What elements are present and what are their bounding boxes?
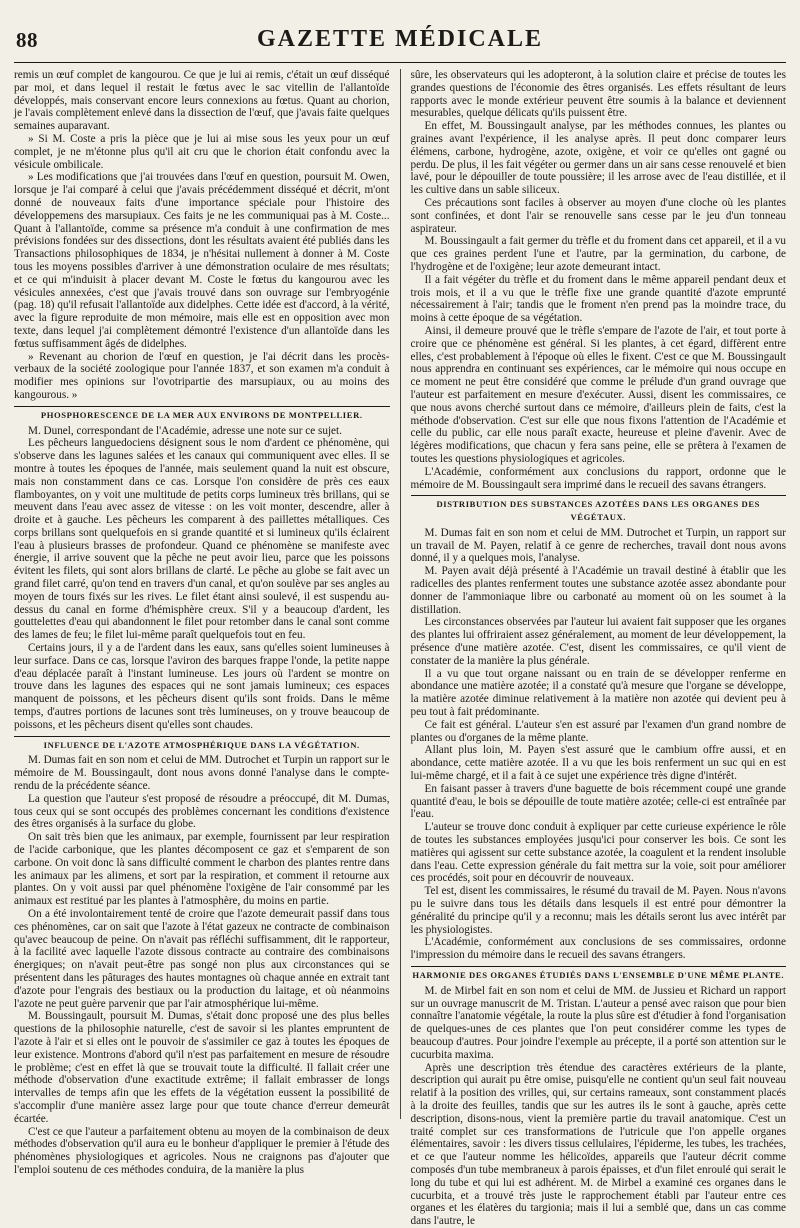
article-columns: [14, 69, 786, 1228]
section-heading: INFLUENCE DE L'AZOTE ATMOSPHÉRIQUE DANS LA VÉGÉTATION.: [14, 736, 390, 752]
paragraph: Tel est, disent les commissaires, le résumé du travail de M. Payen. Nous n'avons pu le suivre dans tous les détails dans lesquels il est entré pour démontrer la généralité du principe qu'il y a reconnu; mais les détails seront lus avec intérêt par les physiologistes.: [410, 885, 786, 936]
paragraph: Ce fait est général. L'auteur s'en est assuré par l'examen d'un grand nombre de plantes ou d'organes de la même plante.: [410, 718, 786, 744]
section-heading: HARMONIE DES ORGANES ÉTUDIÉS DANS L'ENSEMBLE D'UNE MÊME PLANTE.: [411, 966, 787, 982]
paragraph: » Les modifications que j'ai trouvées dans l'œuf en question, poursuit M. Owen, lorsque je l'ai comparé à celui que j'avais précédemment disséqué et décrit, m'ont donné de nouveaux faits d'une importance spéciale pour l'histoire des développemens des marsupiaux. Ces faits je ne les communiquai pas à M. Coste... Quant à l'allantoïde, comme sa présence m'a conduit à une confirmation de mes prévisions fondées sur des dissections, dont les résultats avaient été publiés dans les Transactions philosophiques de 1834, je n'hésitai nullement à donner à M. Coste tous les moyens possibles d'arriver à une démonstration oculaire de mes résultats; et ce qui m'induisit à placer devant M. Coste le fœtus du kangourou avec les vésicules annexées, c'est que j'avais trouvé dans son ouvrage sur l'embryogénie (pag. 18) qu'il refusait l'allantoïde aux didelphes. Cette idée est d'accord, à la vérité, avec la figure reproduite de mon mémoire, mais elle est en opposition avec mon texte, dans lequel j'ai complètement démontré l'existence d'un allantoïde dans les fœtus suffisamment âgés de didelphes.: [14, 171, 390, 350]
paragraph: Les pêcheurs languedociens désignent sous le nom d'ardent ce phénomène, qui s'observe dans les lagunes salées et les canaux qui communiquent avec elles. Il se montre à toutes les époques de l'année, mais seulement quand la nuit est obscure, mais non constamment dans ce cas. Lorsque l'on considère de près ces eaux flamboyantes, on y voit une multitude de petits corps lumineux très brillans, qui se meuvent dans l'eau avec assez de vitesse : on les voit monter, descendre, aller à droite et à gauche. Les pêcheurs les comparent à des paillettes métalliques. Ces corps brillans sont quelquefois en si grande quantité et si lumineux qu'ils éclairent l'eau à plusieurs brasses de profondeur. Quand ce phénomène se manifeste avec énergie, il arrive souvent que la pêche ne peut avoir lieu, parce que les poissons évitent les filets, qui sont alors brillans de clarté. Le pêche au globe se fait avec un grand filet carré, qu'on tend en travers d'un canal, et qu'on soulève par ses angles au moyen de tours fixés sur les rives. Le filet étant ainsi soulevé, il est suspendu au-dessus du canal en forme d'hémisphère creux. S'il y a beaucoup d'ardent, les gouttelettes d'eau qui abandonnent le filet pour retomber dans le canal sont comme des lames de feu; le filet lui-même paraît quelquefois tout en feu.: [14, 437, 390, 642]
paragraph: On sait très bien que les animaux, par exemple, fournissent par leur respiration de l'acide carbonique, que les plantes décomposent ce gaz et s'emparent de son carbone. On voit donc là sans difficulté comment le charbon des plantes rentre dans les animaux par les alimens, et sort par la respiration, et comment il retourne aux plantes. On y voit aussi par quel phénomène l'oxigène de l'air consommé par les animaux est restitué par les plantes à l'atmosphère, du moins en partie.: [14, 831, 390, 908]
paragraph: La question que l'auteur s'est proposé de résoudre a préoccupé, dit M. Dumas, tous ceux qui se sont occupés des problèmes concernant les conditions d'existence des êtres organisés à la surface du globe.: [14, 792, 390, 831]
paragraph: En effet, M. Boussingault analyse, par les méthodes connues, les plantes ou graines avant l'expérience, il les analyse après. Il peut donc comparer leurs élémens, carbone, hydrogène, azote, oxigène, et voir ce qu'elles ont gagné ou perdu. De plus, il les fait végéter ou germer dans un air sans cesse renouvelé et bien lavé, pour le dépouiller de toute poussière; il les arrose avec de l'eau distillée, et il les cultive dans un sable siliceux.: [410, 120, 786, 197]
paragraph: M. Dunel, correspondant de l'Académie, adresse une note sur ce sujet.: [28, 424, 342, 437]
paragraph: L'auteur se trouve donc conduit à expliquer par cette curieuse expérience le rôle de toutes les substances employées jusqu'ici pour conserver les bois. Ce sont les matières qui agissent sur cette substance azotée, la coagulent et la rendent insoluble dans l'eau. Cette expression générale du fait mettra sur la voie, soit pour améliorer ces procédés, soit pour en découvrir de nouveaux.: [410, 821, 786, 885]
paragraph: sûre, les observateurs qui les adopteront, à la solution claire et précise de toutes les grandes questions de l'économie des êtres organisés. Les effets résultant de leurs rapports avec le monde extérieur peuvent être soumis à la balance et deviennent mesurables, quelque délicats qu'ils puissent être.: [410, 69, 786, 120]
paragraph: Certains jours, il y a de l'ardent dans les eaux, sans qu'elles soient lumineuses à leur surface. Dans ce cas, lorsque l'aviron des barques frappe l'onde, la petite nappe d'eau déplacée paraît à l'instant lumineuse. Les jours où l'ardent se montre on trouve dans les lagunes des espaces qui ne sont jamais lumineux; ces espaces manquent de poissons, et les pêcheurs disent qu'ils sont froids. Dans le même temps, d'autres portions de lacunes sont très lumineuses, on y trouve beaucoup de poissons, et les pêcheurs disent qu'elles sont chaudes.: [14, 642, 390, 731]
paragraph: » Revenant au chorion de l'œuf en question, je l'ai décrit dans les procès-verbaux de la société zoologique pour l'année 1837, et son examen m'a conduit à modifier mes opinions sur l'ovotripartie des marsupiaux, ou au moins des kangourous. »: [14, 350, 390, 401]
paragraph: Les circonstances observées par l'auteur lui avaient fait supposer que les organes des plantes lui offriraient assez généralement, au moment de leur développement, la présence d'une matière azotée. C'est, disent les commissaires, ce qu'il vient de constater de la manière la plus générale.: [410, 616, 786, 667]
left-column: [14, 69, 390, 1176]
paragraph: L'Académie, conformément aux conclusions de ses commissaires, ordonne l'impression du mémoire dans le recueil des savans étrangers.: [410, 936, 786, 962]
paragraph: remis un œuf complet de kangourou. Ce que je lui ai remis, c'était un œuf disséqué par moi, et dans lequel il restait le fœtus avec le sac vitellin de l'allantoïde développés, mais conservant encore leurs connexions au fœtus. Quant au chorion, je l'avais complètement enlevé dans la dissection de l'œuf, que j'avais faite quelques semaines auparavant.: [14, 69, 390, 133]
paragraph: Allant plus loin, M. Payen s'est assuré que le cambium offre aussi, et en abondance, cette matière azotée. Il a vu que les bois renferment un suc qui en est lui-même chargé, et il a fait à ce sujet une expérience très digne d'intérêt.: [410, 744, 786, 783]
paragraph: Ces précautions sont faciles à observer au moyen d'une cloche où les plantes sont confinées, et dont l'air se renouvelle sans cesse par le jeu d'un tonneau aspirateur.: [410, 196, 786, 235]
paragraph: L'Académie, conformément aux conclusions du rapport, ordonne que le mémoire de M. Boussingault sera imprimé dans le recueil des savans étrangers.: [410, 465, 786, 491]
paragraph: Après une description très étendue des caractères extérieurs de la plante, description qui aurait pu être omise, puisqu'elle ne contient qu'un seul fait nouveau relatif à la position des vrilles, qui, sur certains rameaux, sont constamment placés à la droite des feuilles, tandis que sur les autres ils le sont à gauche, après cette description, disons-nous, vient la première partie du travail anatomique. C'est un traité complet sur ces transformations de l'utricule que l'on appelle organes élémentaires, savoir : les divers tissus cellulaires, l'épiderme, les tubes, les trachées, et ce que l'auteur nomme les hélicoïdes, appareils que l'auteur décrit comme composés d'un tube membraneux à parois épaisses, et d'un filet enroulé qui serait le long du tube et qui lui est adhérent. M. de Mirbel a examiné ces organes dans le cucurbita, et a trouvé très juste le rapprochement établi par l'auteur entre ces organes et les élatères du targionia; mais il lui a semblé que, dans un cas comme dans l'autre, le: [410, 1061, 786, 1228]
paragraph: En faisant passer à travers d'une baguette de bois récemment coupé une grande quantité d'eau, le bois se dépouille de toute matière azotée; celle-ci est entraînée par l'eau.: [410, 782, 786, 821]
section-heading: PHOSPHORESCENCE DE LA MER AUX ENVIRONS DE MONTPELLIER.: [14, 406, 390, 422]
journal-title: GAZETTE MÉDICALE: [256, 26, 544, 52]
paragraph: M. Boussingault a fait germer du trèfle et du froment dans cet appareil, et il a vu que ces graines perdent l'une et l'autre, par la germination, du carbone, de l'hydrogène et de l'oxigène; leur azote demeurant intact.: [410, 235, 786, 273]
paragraph: M. Dumas fait en son nom et celui de MM. Dutrochet et Turpin, un rapport sur un travail de M. Payen, relatif à ce genre de recherches, travail dont nous avons donné, il y a quelques mois, l'analyse.: [410, 526, 786, 565]
masthead: [14, 24, 786, 63]
paragraph: C'est ce que l'auteur a parfaitement obtenu au moyen de la combinaison de deux méthodes d'observation qu'il aura eu le bonheur d'appliquer le premier à l'étude des phénomènes physiologiques et agricoles. Nous ne craignons pas d'ajouter que l'emploi soutenu de ces méthodes conduira, de la manière la plus: [14, 1125, 390, 1176]
section-heading: DISTRIBUTION DES SUBSTANCES AZOTÉES DANS LES ORGANES DES VÉGÉTAUX.: [411, 495, 787, 524]
paragraph: Ainsi, il demeure prouvé que le trèfle s'empare de l'azote de l'air, et tout porte à croire que ce phénomène est général. Si les plantes, à cet égard, diffèrent entre elles, c'est probablement à l'époque où elles le fixent. C'est ce que M. Boussingault nous apprendra en continuant ses expériences, car le mémoire qui nous occupe en ce moment ne peut être considéré que comme le prélude d'un grand ouvrage que l'auteur est parfaitement en mesure d'exécuter. Aussi, disent les commissaires, ce que nous avons cherché surtout dans ce mémoire, d'ailleurs plein de faits, c'est la méthode d'observation. C'est sur elle que nous fixons l'attention de l'Académie et celle du public, car elle nous paraît exacte, heureuse et pleine d'avenir. Avec de légères modifications, que chacun y fera sans peine, elle se prêtera à l'examen de toutes les questions physiologiques et agricoles.: [410, 324, 786, 465]
right-column: [410, 69, 787, 1228]
paragraph: M. Payen avait déjà présenté à l'Académie un travail destiné à établir que les radicelles des plantes renferment toutes une substance azotée assez abondante pour donner de l'ammoniaque libre ou carbonaté au moment où on les soumet à la distillation.: [410, 565, 786, 616]
paragraph: » Si M. Coste a pris la pièce que je lui ai mise sous les yeux pour un œuf complet, je ne m'étonne plus qu'il ait cru que le chorion était confondu avec la vésicule ombilicale.: [14, 132, 390, 171]
paragraph: Il a vu que tout organe naissant ou en train de se développer renferme en abondance une matière azotée; il a constaté qu'à mesure que l'organe se développe, la matière azotée diminue relativement à la matière non azotée qui devient peu à peu tout à fait prédominante.: [410, 667, 786, 719]
paragraph: M. Boussingault, poursuit M. Dumas, s'était donc proposé une des plus belles questions de la philosophie naturelle, c'est de savoir si les plantes empruntent de l'azote à l'air et si elles ont le pouvoir de s'assimiler ce gaz à toutes les époques de leur existence. Montrons d'abord qu'il n'est pas parfaitement en mesure de résoudre le problème; c'est en effet là que se trouvait toute la difficulté. Il fallait créer une méthode d'observation d'une exactitude extrême; il fallait embrasser de longs intervalles de temps afin que les effets de la végétation eussent la possibilité de s'accomplir d'une manière assez large pour que toute chance d'erreur demeurât écartée.: [14, 1010, 390, 1125]
paragraph: M. Dumas fait en son nom et celui de MM. Dutrochet et Turpin un rapport sur le mémoire de M. Boussingault, dont nous avons donné l'analyse dans le compte-rendu de la précédente séance.: [14, 754, 390, 793]
page-number: 88: [16, 28, 38, 52]
paragraph: On a été involontairement tenté de croire que l'azote demeurait passif dans tous ces phénomènes, car on sait que l'azote à l'état gazeux ne contracte de combinaison qu'avec beaucoup de peine. On n'avait pas réfléchi suffisamment, dit le rapporteur, à la facilité avec laquelle l'azote dissous contracte au contraire des combinaisons énergiques; on n'avait peut-être pas songé non plus aux circonstances qui se présentent dans les pâturages des hautes montagnes où chaque année en extrait tant d'azote pour l'engrais des bestiaux ou la production du laitage, et où néanmoins l'azote ne peut guère parvenir que par l'air atmosphérique lui-même.: [14, 908, 390, 1010]
paragraph: M. de Mirbel fait en son nom et celui de MM. de Jussieu et Richard un rapport sur un ouvrage manuscrit de M. Tristan. L'auteur a pensé avec raison que pour bien connaître l'anatomie végétale, la route la plus sûre est d'étudier à fond l'organisation de quelques-unes de ces plantes que l'on peut considérer comme les types de beaucoup d'autres. Pour joindre l'exemple au précepte, il a porté son attention sur le cucurbita maxima.: [410, 984, 786, 1061]
paragraph: Il a fait végéter du trèfle et du froment dans le même appareil pendant deux et trois mois, et il a vu que le trèfle fixe une grande quantité d'azote emprunté nécessairement à l'air; tandis que le froment n'en prend pas la moindre trace, du moins à cette époque de sa végétation.: [410, 273, 786, 325]
column-divider: [400, 69, 401, 1119]
